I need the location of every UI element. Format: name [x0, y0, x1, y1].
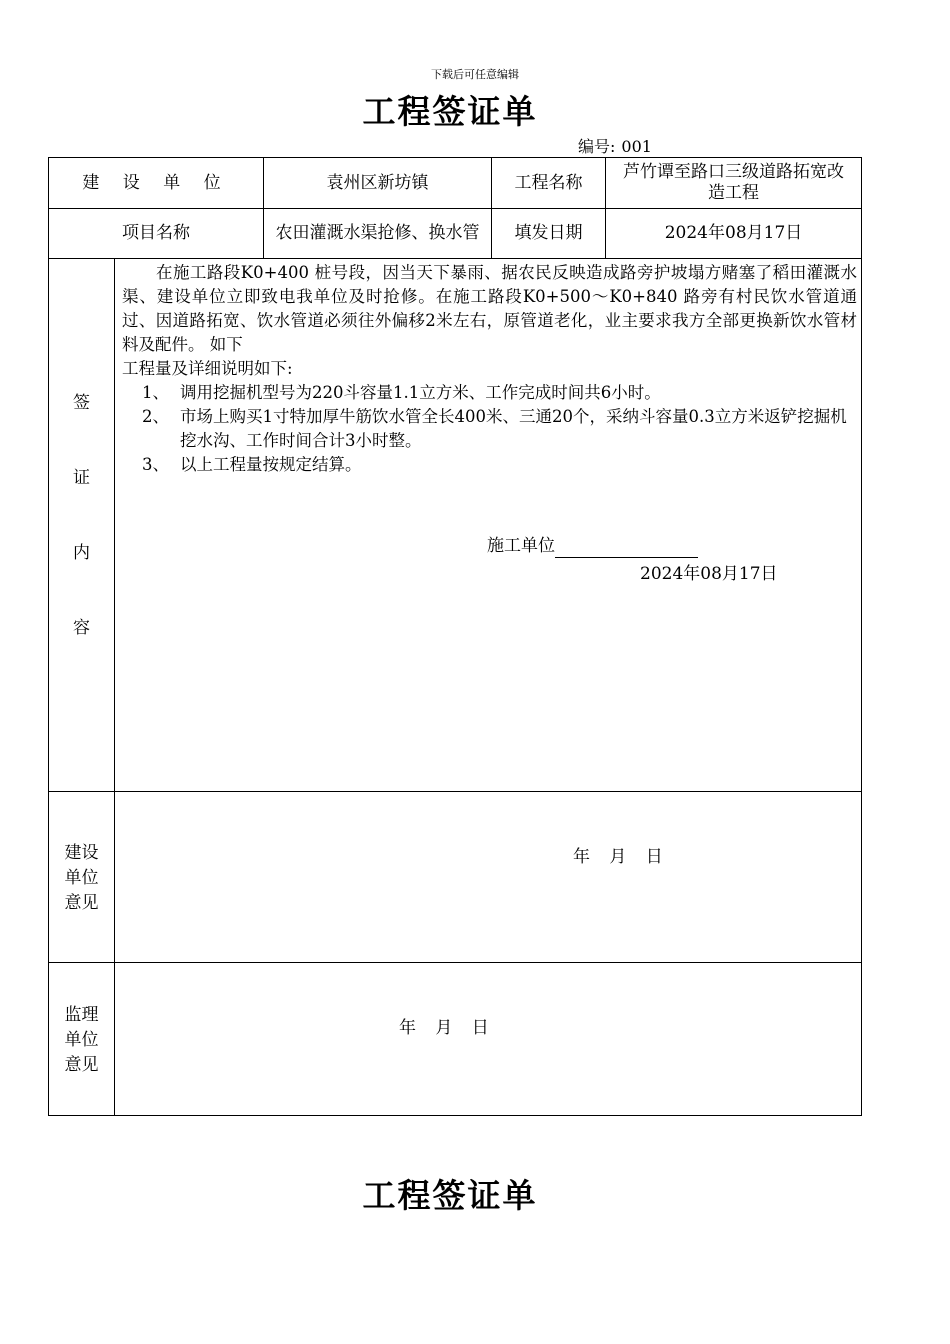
construction-unit-value: 袁州区新坊镇	[326, 172, 429, 193]
list-item-number: 1、	[142, 383, 169, 402]
list-item-number: 2、	[142, 407, 169, 426]
serial-number	[578, 134, 652, 157]
item-name-label: 项目名称	[122, 223, 190, 243]
document-title: 工程签证单	[362, 92, 538, 131]
list-item-text: 以上工程量按规定结算。	[180, 455, 362, 474]
signature-line[interactable]	[555, 539, 698, 558]
list-item	[122, 405, 857, 453]
supervisor-label-line: 监理	[64, 1005, 99, 1025]
owner-label-line: 单位	[64, 868, 99, 888]
contractor-signature	[487, 534, 698, 558]
footer-title: 工程签证单	[362, 1176, 538, 1215]
visa-content	[122, 261, 857, 477]
list-item	[122, 453, 857, 477]
supervisor-label-line: 意见	[64, 1055, 99, 1075]
supervisor-opinion-label	[49, 1003, 114, 1078]
supervisor-opinion-date: 年 月 日	[399, 1018, 489, 1038]
construction-unit-label: 建 设 单 位	[82, 172, 230, 193]
row-divider	[49, 258, 861, 259]
owner-opinion-label	[49, 841, 114, 916]
issue-date-value: 2024年08月17日	[664, 223, 803, 243]
signer-date: 2024年08月17日	[640, 564, 778, 584]
supervisor-label-line: 单位	[64, 1030, 99, 1050]
visa-paragraph: 在施工路段K0+400 桩号段，因当天下暴雨、据农民反映造成路旁护坡塌方赌塞了稻田灌溉水渠、建设单位立即致电我单位及时抢修。在施工路段K0+500～K0+840 路旁有村民饮水管道通过、因道路拓宽、饮水管道必须往外偏移2米左右，原管道老化，业主要求我方全部更换新饮水管材料及配件。 如下	[122, 263, 857, 354]
item-name-value: 农田灌溉水渠抢修、换水管	[275, 223, 480, 243]
serial-label: 编号:	[578, 137, 616, 156]
visa-intro: 工程量及详细说明如下:	[122, 359, 293, 378]
row-divider	[49, 962, 861, 963]
issue-date-label: 填发日期	[514, 223, 583, 243]
column-divider	[114, 258, 115, 1115]
owner-opinion-date: 年 月 日	[573, 847, 663, 867]
row-divider	[49, 791, 861, 792]
owner-label-line: 建设	[64, 843, 99, 863]
visa-label-char: 容	[73, 618, 90, 638]
visa-label-char: 内	[73, 543, 90, 563]
visa-form-table	[48, 157, 862, 1116]
project-name-value: 芦竹谭至路口三级道路拓宽改造工程	[623, 162, 844, 203]
visa-label-char: 证	[73, 468, 90, 488]
list-item-text: 调用挖掘机型号为220斗容量1.1立方米、工作完成时间共6小时。	[180, 383, 661, 402]
list-item-text: 市场上购买1寸特加厚牛筋饮水管全长400米、三通20个，采纳斗容量0.3立方米返铲挖掘机挖水沟、工作时间合计3小时整。	[180, 407, 847, 450]
list-item	[122, 381, 857, 405]
signer-label: 施工单位	[487, 536, 555, 556]
project-name-label: 工程名称	[514, 172, 583, 193]
header-note: 下载后可任意编辑	[431, 68, 519, 81]
visa-label-char: 签	[73, 393, 90, 413]
owner-label-line: 意见	[64, 893, 99, 913]
serial-value: 001	[621, 137, 652, 156]
list-item-number: 3、	[142, 455, 169, 474]
